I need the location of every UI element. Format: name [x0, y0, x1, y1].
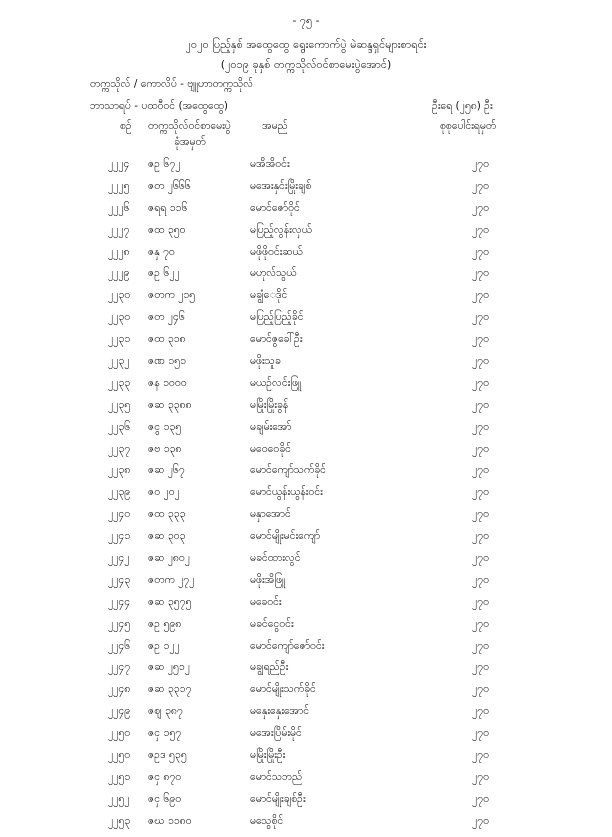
row-number: ၂၂၅၀	[108, 749, 131, 762]
total-points: ၂၇၀	[472, 486, 489, 499]
roll-number: ဇထ ၃၅၀	[148, 223, 186, 236]
total-points: ၂၇၀	[472, 289, 489, 302]
roll-number: ဇငှ ၁၅၇	[148, 727, 182, 740]
total-points: ၂၇၀	[472, 333, 489, 346]
row-number: ၂၂၃၇	[108, 442, 131, 455]
row-number: ၂၂၃၉	[108, 486, 131, 499]
row-number: ၂၂၃၀	[108, 289, 131, 302]
roll-number: ဇတက ၂၇၂	[148, 573, 195, 586]
document-subtitle: (၂၀၁၉ ခုနှစ် တက္ကသိုလ်ဝင်စာမေးပွဲအောင်)	[220, 58, 392, 71]
candidate-name: မခင်ထားလွင်	[250, 552, 301, 565]
row-number: ၂၂၃၅	[108, 398, 131, 411]
total-points: ၂၇၀	[472, 639, 489, 652]
table-row	[0, 333, 612, 355]
total-points: ၂၇၀	[472, 398, 489, 411]
total-points: ၂၇၀	[472, 464, 489, 477]
total-points: ၂၇၀	[472, 355, 489, 368]
candidate-name: မချွရည်ဦး	[250, 661, 289, 674]
roll-number: ဇဆ ၃၃၁၇	[148, 683, 192, 696]
candidate-name: မအေးပြိမ်းမိုင်	[250, 727, 302, 740]
table-row	[0, 683, 612, 705]
roll-number: ဇငှ ၆၉၀	[148, 792, 182, 805]
total-points: ၂၇၀	[472, 770, 489, 783]
row-number: ၂၂၃၈	[108, 464, 131, 477]
candidate-name: မောင်ယွန်းယွန်းဝင်း	[250, 486, 323, 499]
table-row	[0, 443, 612, 465]
candidate-name: မမြိုးမြိုးခွန်	[250, 398, 289, 411]
table-row	[0, 311, 612, 333]
row-number: ၂၂၄၈	[108, 683, 131, 696]
roll-number: ဇဥ ၁၂၂	[148, 639, 180, 652]
total-points: ၂၇၀	[472, 530, 489, 543]
total-points: ၂၇၀	[472, 201, 489, 214]
row-number: ၂၂၄၇	[108, 661, 131, 674]
table-row	[0, 596, 612, 618]
roll-number: ဇထ ၃၃၃	[148, 508, 186, 521]
row-number: ၂၂၃၂	[108, 355, 130, 368]
table-row	[0, 421, 612, 443]
total-points: ၂၇၀	[472, 420, 489, 433]
row-number: ၂၂၃၀	[108, 311, 131, 324]
roll-number: ဇဆ ၃၅၇၅	[148, 595, 192, 608]
row-number: ၂၂၅၂	[108, 792, 130, 805]
candidate-name: မောင်ဇော်ဝိုင်	[250, 201, 300, 214]
table-row	[0, 574, 612, 596]
row-number: ၂၂၅၃	[108, 814, 131, 827]
candidate-name: မောင်ကျော်ဇော်ဝင်း	[250, 639, 325, 652]
row-number: ၂၂၄၃	[108, 573, 131, 586]
candidate-name: မပြည့်လွန်းလှယ်	[250, 223, 312, 236]
candidate-name: မောင်မျိုးမင်းကျော်	[250, 530, 321, 543]
column-header-points: စုစုပေါင်းရမှတ်	[440, 120, 497, 132]
table-row	[0, 530, 612, 552]
column-header-roll-sub: ခုံအမှတ်	[174, 136, 206, 148]
table-row	[0, 355, 612, 377]
candidate-name: မယဉ်လင်းဖြူ	[250, 376, 302, 389]
row-number: ၂၂၄၉	[108, 705, 131, 718]
total-points: ၂၇၀	[472, 158, 489, 170]
table-row	[0, 377, 612, 399]
total-points: ၂၇၀	[472, 595, 489, 608]
total-points: ၂၇၀	[472, 442, 489, 455]
candidate-name: မနှေးနှေးအောင်	[250, 705, 310, 718]
roll-number: ဇဥ ၆၇၂	[148, 158, 181, 170]
column-header-no: စဉ်	[120, 120, 132, 132]
row-number: ၂၂၃၃	[108, 376, 131, 389]
roll-number: ဇငှ ၈၇၀	[148, 770, 182, 783]
table-row	[0, 202, 612, 224]
table-row	[0, 267, 612, 289]
roll-number: ဇဏ ၁၅၁	[148, 355, 186, 368]
total-points: ၂၇၀	[472, 552, 489, 565]
candidate-name: မချမ်းအော်	[250, 420, 292, 433]
row-number: ၂၂၄၄	[108, 595, 131, 608]
row-number: ၂၂၃၁	[108, 333, 131, 346]
candidate-name: မောင်မျိုးချစ်ဦး	[250, 792, 306, 805]
total-points: ၂၇၀	[472, 727, 489, 740]
row-number: ၂၂၄၀	[108, 508, 131, 521]
total-points: ၂၇၀	[472, 705, 489, 718]
total-points: ၂၇၀	[472, 792, 489, 805]
roll-number: ဇဥ ၅၉၈	[148, 617, 182, 630]
roll-number: ဇထ ၃၁၈	[148, 333, 186, 346]
total-points: ၂၇၀	[472, 311, 489, 324]
roll-number: ဇဃ ၁၁၈၀	[148, 814, 192, 827]
candidate-name: မဖိုးအိဖြူ	[250, 573, 286, 586]
candidate-name: မဖိုးသူခ	[250, 355, 281, 368]
roll-number: ဇဥဒ ၅၃၅	[148, 749, 187, 762]
roll-number: ဇဆ ၂၆၇	[148, 464, 185, 477]
roll-number: ဇရရ ၁၁၆	[148, 201, 188, 214]
total-points: ၂၇၀	[472, 267, 489, 280]
candidate-name: မခေဝင်း	[250, 595, 282, 608]
roll-number: ဇဆ ၂၅၁၂	[148, 661, 190, 674]
table-row	[0, 661, 612, 683]
row-number: ၂၂၃၆	[108, 420, 131, 433]
candidate-name: မောင်သဘည်	[250, 770, 303, 783]
candidate-name: မအိအိဝင်း	[250, 158, 290, 170]
roll-number: ဇနှ ၇၀	[148, 245, 175, 258]
table-row	[0, 640, 612, 662]
roll-number: ဇတ ၂၆၆၆	[148, 179, 191, 192]
candidate-name: မဟုလ်သွယ်	[250, 267, 297, 280]
row-number: ၂၂၂၆	[108, 201, 130, 214]
roll-number: ဇန ၁၀၀၀	[148, 376, 187, 389]
table-row	[0, 552, 612, 574]
row-number: ၂၂၂၉	[108, 267, 130, 280]
roll-number: ဇတက ၂၁၅	[148, 289, 196, 302]
table-row	[0, 180, 612, 202]
total-points: ၂၇၀	[472, 814, 489, 827]
table-row	[0, 486, 612, 508]
table-row	[0, 289, 612, 311]
roll-number: ဇငွ ၁၃၅	[148, 420, 182, 433]
candidate-name: မမြိုးမြိုးဦး	[250, 749, 286, 762]
row-number: ၂၂၄၁	[108, 530, 131, 543]
total-points: ၂၇၀	[472, 376, 489, 389]
table-row	[0, 815, 612, 837]
page-number: - ၇၅ -	[292, 14, 320, 27]
table-row	[0, 246, 612, 268]
table-row	[0, 727, 612, 749]
table-row	[0, 618, 612, 640]
candidate-name: မချွံေဒိုင်	[250, 289, 288, 302]
candidate-name: မပြည့်ပြည့်ခိုင်	[250, 311, 304, 324]
roll-number: ဇဆ ၃၀၃	[148, 530, 186, 543]
roll-number: ဇတ ၂၄၆	[148, 311, 185, 324]
roll-number: ဇဥ ၆၂၂	[148, 267, 180, 280]
row-number: ၂၂၂၇	[108, 223, 130, 236]
roll-number: ဇဝ ၂၀၂	[148, 486, 180, 499]
table-row	[0, 508, 612, 530]
candidate-name: မောင်မျိုးသက်ခိုင်	[250, 683, 316, 696]
roll-number: ဇဆ ၂၈၀၂	[148, 552, 190, 565]
total-points: ၂၇၀	[472, 683, 489, 696]
total-points: ၂၇၀	[472, 223, 489, 236]
row-number: ၂၂၂၅	[108, 179, 130, 192]
candidate-name: မဖိုဖိုဝင်းဆယ်	[250, 245, 303, 258]
university-label: တက္ကသိုလ် / ကောလိပ် - ဗျူဟာတက္ကသိုလ်	[90, 78, 254, 90]
table-row	[0, 464, 612, 486]
table-row	[0, 158, 612, 180]
candidate-name: မဝေဝေခိုင်	[250, 442, 291, 455]
roll-number: ဇဈ ၃၈၇	[148, 705, 183, 718]
candidate-name: မသွေစိုင်	[250, 814, 284, 827]
major-label: ဘာသာရပ် - ပထဝီဝင် (အထွေထွေ)	[90, 100, 229, 112]
row-number: ၂၂၂၄	[108, 158, 130, 170]
row-number: ၂၂၄၂	[108, 552, 130, 565]
row-number: ၂၂၄၆	[108, 639, 131, 652]
row-number: ၂၂၅၁	[108, 770, 131, 783]
candidate-list	[0, 158, 612, 837]
table-row	[0, 224, 612, 246]
roll-number: ဇဗ ၁၃၈	[148, 442, 182, 455]
row-number: ၂၂၂၈	[108, 245, 130, 258]
table-row	[0, 749, 612, 771]
candidate-name: မခင်ငွေဝင်း	[250, 617, 294, 630]
total-points: ၂၇၀	[472, 661, 489, 674]
total-points: ၂၇၀	[472, 749, 489, 762]
document-title: ၂၀၂၀ ပြည့်နှစ် အထွေထွေ ရွေးကောက်ပွဲ မဲဆန္ဒရှင်များစာရင်း	[185, 38, 427, 51]
total-points: ၂၇၀	[472, 245, 489, 258]
row-number: ၂၂၅၀	[108, 727, 131, 740]
candidate-name: မောင်ဇွခေါ်ဦး	[250, 333, 303, 346]
roll-number: ဇဆ ၃၃၈၈	[148, 398, 192, 411]
table-row	[0, 705, 612, 727]
candidate-name: မောင်ကျော်သက်ခိုင်	[250, 464, 326, 477]
total-points: ၂၇၀	[472, 179, 489, 192]
total-count: ဦးရေ (၂၅၈) ဦး	[432, 100, 493, 112]
table-row	[0, 793, 612, 815]
candidate-name: မအေးနှင်းမြိုးချစ်	[250, 179, 312, 192]
candidate-name: မနှာအောင်	[250, 508, 291, 521]
total-points: ၂၇၀	[472, 573, 489, 586]
column-header-name: အမည်	[262, 120, 288, 132]
column-header-roll: တက္ကသိုလ်ဝင်စာမေးပွဲ	[148, 120, 231, 132]
total-points: ၂၇၀	[472, 617, 489, 630]
total-points: ၂၇၀	[472, 508, 489, 521]
table-row	[0, 771, 612, 793]
row-number: ၂၂၄၅	[108, 617, 131, 630]
table-row	[0, 399, 612, 421]
